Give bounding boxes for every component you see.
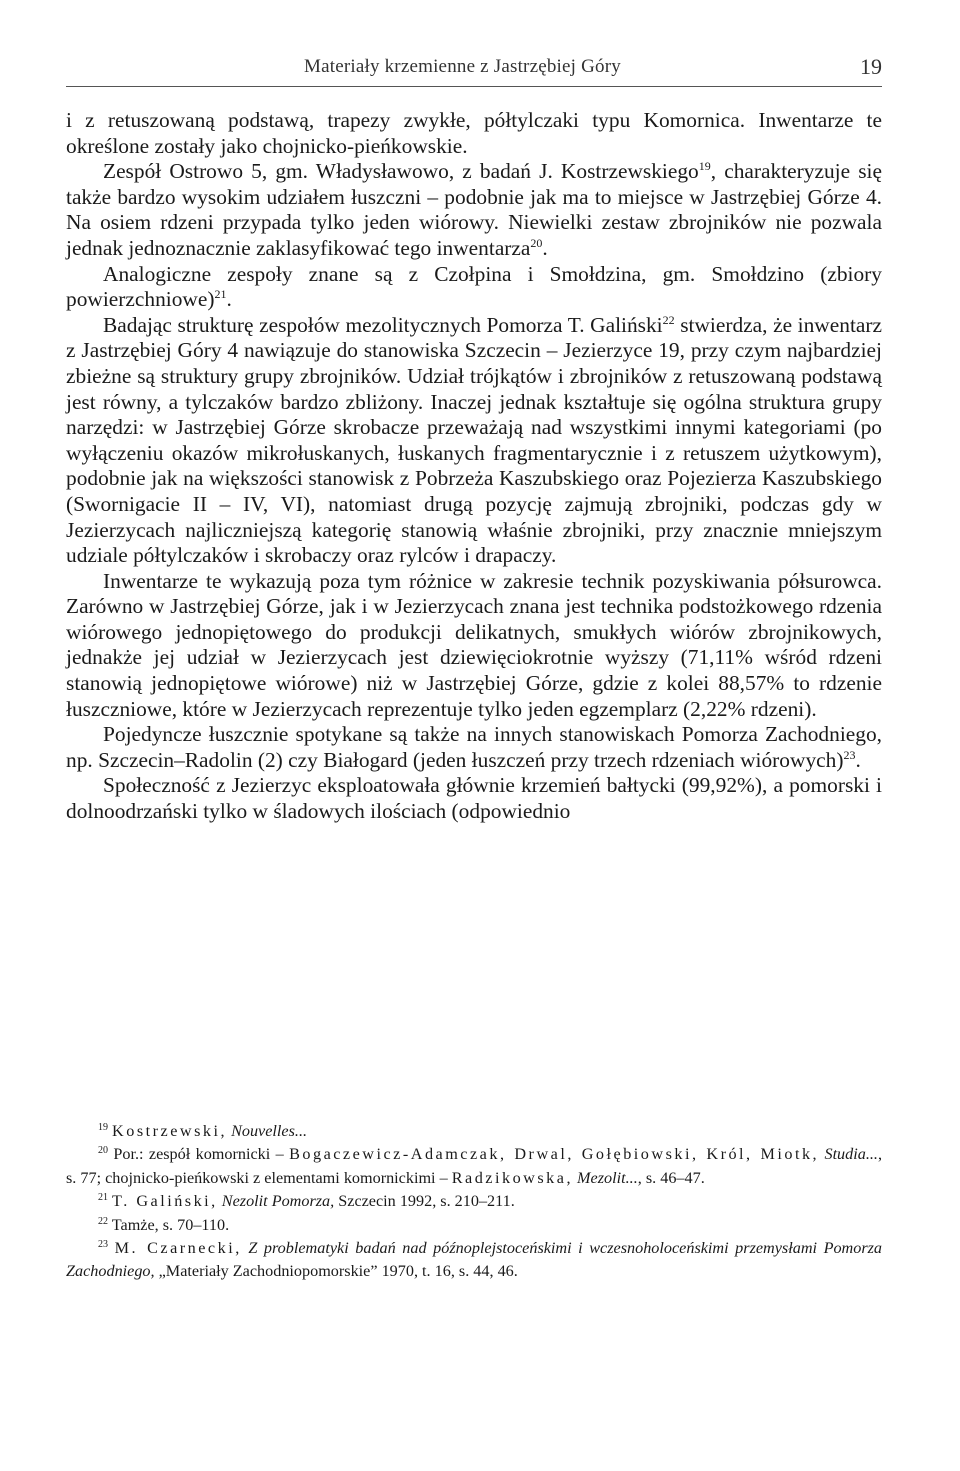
paragraph-2: Zespół Ostrowo 5, gm. Władysławowo, z badań J. Kostrzewskiego$^{19}$, charakteryzuje się także bardzo wysokim udziałem łuszczni – podobnie jak ma to miejsce w Jastrzębiej Górze 4. Na osiem rdzeni przypada tylko jeden wiórowy. Niewielki zestaw zbrojników nie pozwala jednak jednoznacznie zaklasyfikować tego inwentarza$^{20}$.	[66, 159, 882, 260]
footnote-ref-22[interactable]: 22	[662, 312, 675, 327]
footnote-21: $^{21}$ T. Galiński, Nezolit Pomorza, Szczecin 1992, s. 210–211.	[98, 1192, 515, 1211]
paragraph-3: Analogiczne zespoły znane są z Czołpina i Smołdzina, gm. Smołdzino (zbiory powierzchniowe)$^{21}$.	[66, 261, 882, 312]
body-text	[66, 108, 882, 825]
footnote-23: $^{23}$ M. Czarnecki, Z problematyki badań nad późnoplejstoceńskimi i wczesnoholoceńskimi przemysłami Pomorza Zachodniego, „Materiały Zachodniopomorskie” 1970, t. 16, s. 44, 46.	[66, 1239, 883, 1281]
page-number: 19	[860, 54, 882, 79]
page	[66, 48, 883, 1281]
footnotes	[66, 1120, 882, 1284]
paragraph-7: Społeczność z Jezierzyc eksploatowała głównie krzemień bałtycki (99,92%), a pomorski i dolnoodrzański tylko w śladowych ilościach (odpowiednio	[66, 773, 882, 824]
paragraph-5: Inwentarze te wykazują poza tym różnice w zakresie technik pozyskiwania półsurowca. Zarówno w Jastrzębiej Górze, jak i w Jezierzycach znana jest technika podstożkowego rdzenia wiórowego jednopiętowego do produkcji delikatnych, smukłych wiórów zbrojnikowych, jednakże jej udział w Jezierzycach jest dziewięciokrotnie wyższy (71,11% wśród rdzeni stanowią jednopiętowe wiórowe) niż w Jastrzębiej Górze, gdzie z kolei 88,57% to rdzenie łuszczniowe, które w Jezierzycach reprezentuje tylko jeden egzemplarz (2,22% rdzeni).	[66, 568, 882, 721]
running-header	[66, 48, 882, 82]
footnote-22: $^{22}$ Tamże, s. 70–110.	[98, 1215, 230, 1234]
footnote-ref-23[interactable]: 23	[843, 747, 856, 762]
paragraph-6: Pojedyncze łuszcznie spotykane są także na innych stanowiskach Pomorza Zachodniego, np. Szczecin–Radolin (2) czy Białogard (jeden łuszczeń przy trzech rdzeniach wiórowych)$^{23}$.	[66, 722, 882, 772]
running-title: Materiały krzemienne z Jastrzębiej Góry	[304, 56, 621, 77]
footnote-ref-20[interactable]: 20	[530, 235, 543, 250]
paragraph-1: i z retuszowaną podstawą, trapezy zwykłe, półtylczaki typu Komornica. Inwentarze te określone zostały jako chojnicko-pieńkowskie.	[66, 108, 882, 158]
footnote-ref-21[interactable]: 21	[214, 287, 227, 302]
footnote-20: $^{20}$ Por.: zespół komornicki – Bogaczewicz-Adamczak, Drwal, Gołębiowski, Król, Miotk, Studia..., s. 77; chojnicko-pieńkowski z elementami komornickimi – Radzikowska, Mezolit..., s. 46–47.	[66, 1145, 883, 1187]
header-rule	[66, 86, 882, 87]
footnote-ref-19[interactable]: 19	[698, 159, 711, 174]
paragraph-4: Badając strukturę zespołów mezolitycznych Pomorza T. Galiński$^{22}$ stwierdza, że inwentarz z Jastrzębiej Góry 4 nawiązuje do stanowiska Szczecin – Jezierzyce 19, przy czym najbardziej zbieżne są struktury grupy zbrojników. Udział trójkątów i zbrojników z retuszowaną podstawą jest równy, a tylczaków bardzo zbliżony. Inaczej jednak kształtuje się ogólna struktura grupy narzędzi: w Jastrzębiej Górze skrobacze przeważają nad wszystkimi innymi kategoriami (po wyłączeniu okazów mikrołuskanych, łuskanych fragmentarycznie i z retuszem użytkowym), podobnie jak na większości stanowisk z Pobrzeża Kaszubskiego oraz Pojezierza Kaszubskiego (Swornigacie II – IV, VI), natomiast drugą pozycję zajmują zbrojniki, podczas gdy w Jezierzycach najliczniejszą kategorię stanowią właśnie zbrojniki, przy znacznie mniejszym udziale półtylczaków i skrobaczy oraz rylców i drapaczy.	[66, 312, 882, 568]
footnote-19: $^{19}$ Kostrzewski, Nouvelles...	[98, 1122, 308, 1140]
